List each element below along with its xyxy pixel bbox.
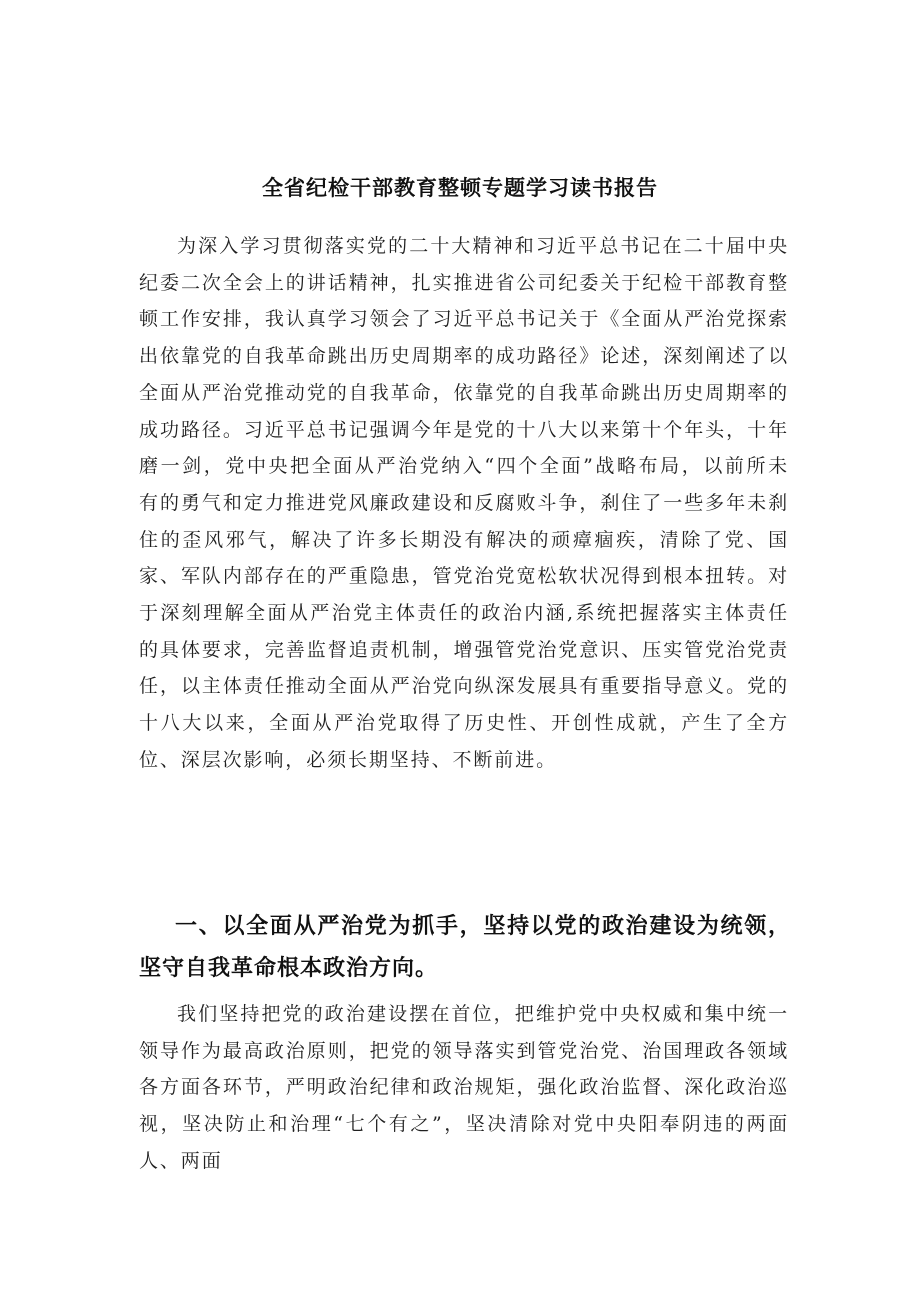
document-title: 全省纪检干部教育整顿专题学习读书报告	[262, 176, 658, 200]
section-paragraph: 我们坚持把党的政治建设摆在首位，把维护党中央权威和集中统一领导作为最高政治原则，把党的领导落实到管党治党、治国理政各领域各方面各环节，严明政治纪律和政治规矩，强化政治监督、深化政治巡视，坚决防止和治理“七个有之”，坚决清除对党中央阳奉阴违的两面人、两面	[139, 1003, 789, 1172]
section-heading: 一、以全面从严治党为抓手，坚持以党的政治建设为统领，坚守自我革命根本政治方向。	[139, 914, 791, 981]
section-body	[139, 996, 789, 1180]
intro-paragraph: 为深入学习贯彻落实党的二十大精神和习近平总书记在二十届中央纪委二次全会上的讲话精神，扎实推进省公司纪委关于纪检干部教育整顿工作安排，我认真学习领会了习近平总书记关于《全面从严治党探索出依靠党的自我革命跳出历史周期率的成功路径》论述，深刻阐述了以全面从严治党推动党的自我革命，依靠党的自我革命跳出历史周期率的成功路径。习近平总书记强调今年是党的十八大以来第十个年头，十年磨一剑，党中央把全面从严治党纳入“四个全面”战略布局，以前所未有的勇气和定力推进党风廉政建设和反腐败斗争，刹住了一些多年未刹住的歪风邪气，解决了许多长期没有解决的顽瘴痼疾，清除了党、国家、军队内部存在的严重隐患，管党治党宽松软状况得到根本扭转。对于深刻理解全面从严治党主体责任的政治内涵,系统把握落实主体责任的具体要求，完善监督追责机制，增强管党治党意识、压实管党治党责任，以主体责任推动全面从严治党向纵深发展具有重要指导意义。党的十八大以来，全面从严治党取得了历史性、开创性成就，产生了全方位、深层次影响，必须长期坚持、不断前进。	[139, 235, 789, 771]
intro-section	[139, 228, 789, 779]
